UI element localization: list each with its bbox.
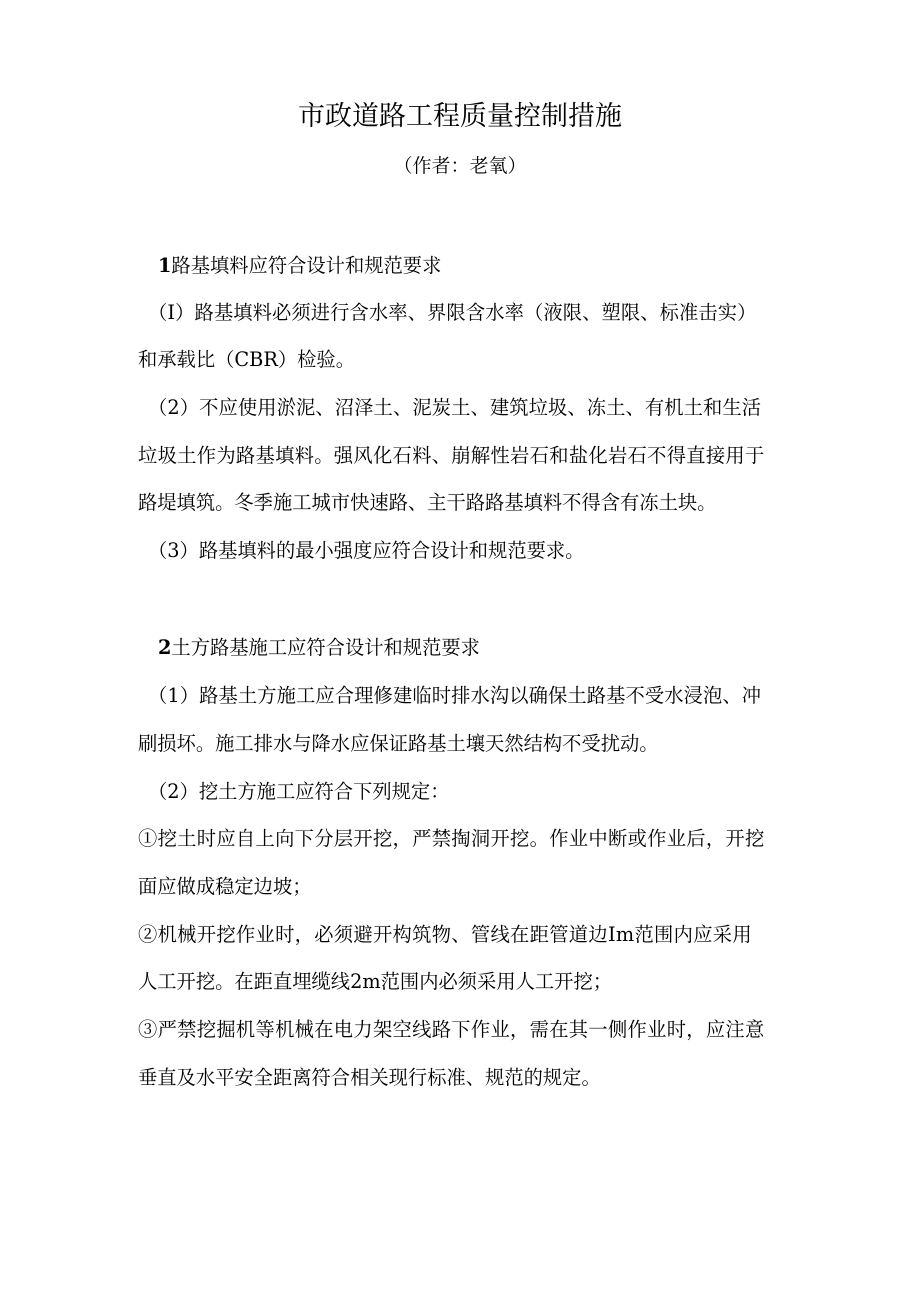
section-1-line-2: 和承载比（CBR）检验。 (138, 348, 355, 371)
section-2-heading-text: 土方路基施工应符合设计和规范要求 (171, 636, 480, 659)
section-2-line-9: 垂直及水平安全距离符合相关现行标准、规范的规定。 (138, 1066, 601, 1089)
section-1-line-4: 垃圾土作为路基填料。强风化石料、崩解性岩石和盐化岩石不得直接用于 (138, 444, 765, 467)
section-1-line-5: 路堤填筑。冬季施工城市快速路、主干路路基填料不得含有冻土块。 (138, 491, 717, 514)
section-1-line-3: （2）不应使用淤泥、沼泽土、泥炭土、建筑垃圾、冻土、有机土和生活 (148, 396, 762, 419)
section-2-line-5: 面应做成稳定边坡； (138, 875, 312, 898)
section-1-line-1: （I）路基填料必须进行含水率、界限含水率（液限、塑限、标准击实） (148, 301, 757, 324)
document-author: （作者：老氧） (393, 155, 527, 177)
section-2-heading (158, 632, 480, 664)
section-1-heading-number: 1 (158, 254, 172, 277)
section-2-line-3: （2）挖土方施工应符合下列规定： (148, 780, 450, 803)
section-2-line-6: ②机械开挖作业时，必须避开构筑物、管线在距管道边Im范围内应采用 (138, 923, 752, 946)
section-2-line-2: 刷损坏。施工排水与降水应保证路基土壤天然结构不受扰动。 (138, 732, 659, 755)
section-2-line-1: （1）路基土方施工应合理修建临时排水沟以确保土路基不受水浸泡、冲 (148, 684, 762, 707)
section-2-line-4: ①挖土时应自上向下分层开挖，严禁掏洞开挖。作业中断或作业后，开挖 (138, 827, 765, 850)
section-1-line-6: （3）路基填料的最小强度应符合设计和规范要求。 (148, 539, 585, 562)
document-title: 市政道路工程质量控制措施 (298, 101, 622, 132)
section-1-heading-text: 路基填料应符合设计和规范要求 (171, 254, 442, 277)
section-2-heading-number: 2 (158, 636, 172, 659)
section-2-line-8: ③严禁挖掘机等机械在电力架空线路下作业，需在其一侧作业时，应注意 (138, 1018, 765, 1041)
section-2-line-7: 人工开挖。在距直埋缆线2m范围内必须采用人工开挖； (138, 970, 613, 993)
section-1-heading (158, 250, 441, 282)
